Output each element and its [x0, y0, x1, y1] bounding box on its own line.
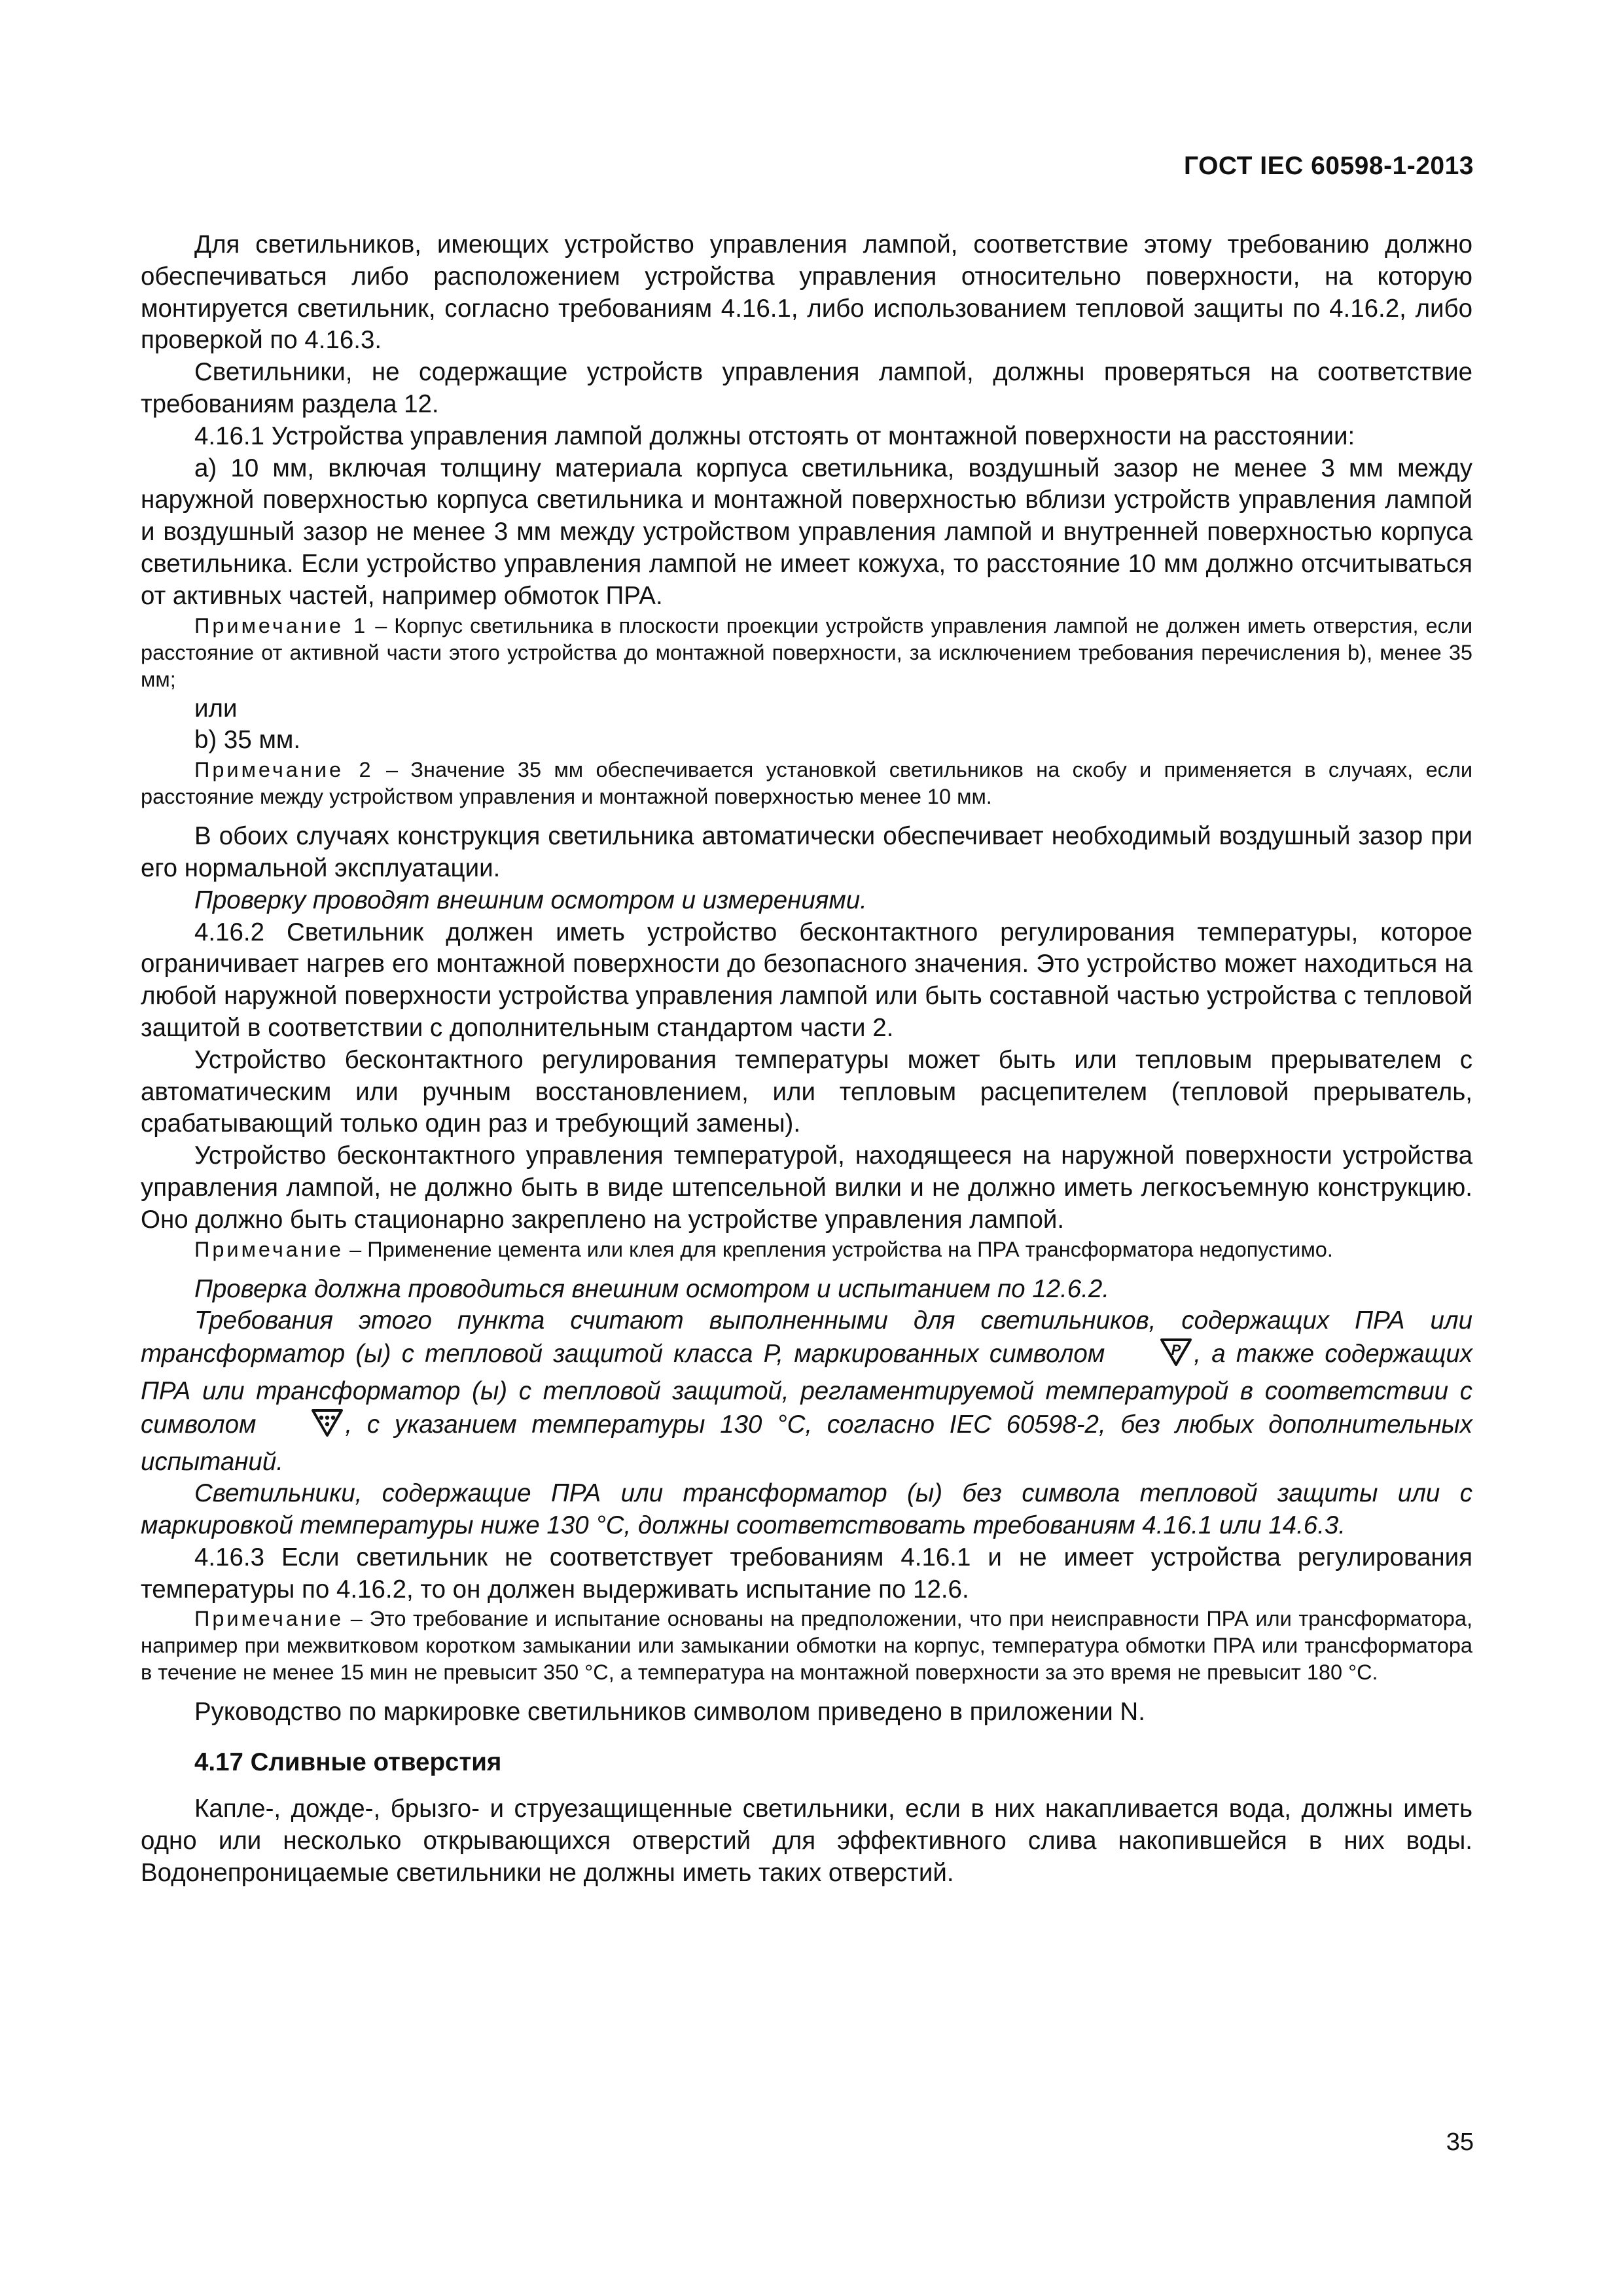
note-3	[141, 1236, 1472, 1263]
paragraph-both-cases: В обоих случаях конструкция светильника автоматически обеспечивает необходимый воздушный зазор при его нормальной эксплуатации.	[141, 822, 1472, 882]
clause-4-16-1: 4.16.1 Устройства управления лампой должны отстоять от монтажной поверхности на расстоянии:	[194, 422, 1355, 450]
section-title-4-17: 4.17 Сливные отверстия	[194, 1748, 502, 1777]
page-number: 35	[1446, 2128, 1474, 2156]
paragraph-thermal-cutout: Устройство бесконтактного регулирования температуры может быть или тепловым прерывателем с автоматическим или ручным восстановлением, или тепловым расцепителем (тепловой прерыватель, срабатывающий только один раз и требующий замены).	[141, 1045, 1472, 1138]
paragraph-drain-holes: Капле-, дожде-, брызго- и струезащищенные светильники, если в них накапливается вода, должны иметь одно или несколько открывающихся отверстий для эффективного слива накопившейся в них воды. Водонепроницаемые светильники не должны иметь таких отверстий.	[141, 1795, 1472, 1887]
symbols-text-2: , а также содержащих ПРА или трансформатор (ы) с тепловой защитой, регламентируемой температурой в соответствии с символом	[141, 1340, 1472, 1439]
note-1-label: Примечание 1	[194, 613, 368, 637]
item-b: b) 35 мм.	[194, 726, 301, 755]
temperature-declared-icon	[257, 1408, 344, 1446]
note-4	[141, 1605, 1472, 1686]
paragraph-fixed-mounting: Устройство бесконтактного управления температурой, находящееся на наружной поверхности устройства управления лампой, не должно быть в виде штепсельной вилки и не должно иметь легкосъемную конструкцию. Оно должно быть стационарно закреплено на устройстве управления лампой.	[141, 1141, 1472, 1234]
note-1-text: – Корпус светильника в плоскости проекции устройств управления лампой не должен иметь отверстия, если расстояние от активной части этого устройства до монтажной поверхности, за исключением требования перечисления b), менее 35 мм;	[141, 613, 1473, 691]
symbols-text-3: , с указанием температуры 130 °С, согласно IEC 60598-2, без любых дополнительных испытаний.	[141, 1410, 1472, 1476]
clause-4-16-2: 4.16.2 Светильник должен иметь устройство бесконтактного регулирования температуры, которое ограничивает нагрев его монтажной поверхности до безопасного значения. Это устройство может находиться на любой наружной поверхности устройства управления лампой или быть составной частью устройства с тепловой защитой в соответствии с дополнительным стандартом части 2.	[141, 918, 1472, 1042]
paragraph-intro: Для светильников, имеющих устройство управления лампой, соответствие этому требованию должно обеспечиваться либо расположением устройства управления относительно поверхности, на которую монтируется светильник, согласно требованиям 4.16.1, либо использованием тепловой защиты по 4.16.2, либо проверкой по 4.16.3.	[141, 230, 1472, 355]
item-a: a) 10 мм, включая толщину материала корпуса светильника, воздушный зазор не менее 3 мм между наружной поверхностью корпуса светильника и монтажной поверхностью вблизи устройств управления лампой и воздушный зазор не менее 3 мм между устройством управления лампой и внутренней поверхностью корпуса светильника. Если устройство управления лампой не имеет кожуха, то расстояние 10 мм должно отсчитываться от активных частей, например обмоток ПРА.	[141, 454, 1472, 610]
note-1	[141, 613, 1472, 693]
verification-2: Проверка должна проводиться внешним осмотром и испытанием по 12.6.2.	[194, 1274, 1110, 1303]
document-code-header: ГОСТ IEC 60598-1-2013	[1183, 152, 1474, 180]
symbols-text-1: Требования этого пункта считают выполненными для светильников, содержащих ПРА или трансформатор (ы) с тепловой защитой класса Р, маркированных символом	[141, 1306, 1472, 1369]
note-3-text: – Применение цемента или клея для крепления устройства на ПРА трансформатора недопустимо.	[344, 1237, 1333, 1261]
note-4-text: – Это требование и испытание основаны на предположении, что при неисправности ПРА или трансформатора, например при межвитковом коротком замыкании или замыкании обмотки на корпус, температура обмотки ПРА или трансформатора в течение не менее 15 мин не превысит 350 °С, а температура на монтажной поверхности за это время не превысит 180 °С.	[141, 1607, 1472, 1685]
clause-4-16-3: 4.16.3 Если светильник не соответствует требованиям 4.16.1 и не имеет устройства регулирования температуры по 4.16.2, то он должен выдерживать испытание по 12.6.	[141, 1543, 1472, 1604]
note-3-label: Примечание	[194, 1237, 344, 1261]
note-2-text: – Значение 35 мм обеспечивается установкой светильников на скобу и применяется в случаях, если расстояние между устройством управления и монтажной поверхностью менее 10 мм.	[141, 758, 1473, 809]
note-4-label: Примечание	[194, 1607, 344, 1631]
note-2	[141, 757, 1472, 810]
paragraph-marking-guide: Руководство по маркировке светильников символом приведено в приложении N.	[194, 1698, 1145, 1727]
paragraph-without-symbol: Светильники, содержащие ПРА или трансформатор (ы) без символа тепловой защиты или с маркировкой температуры ниже 130 °С, должны соответствовать требованиям 4.16.1 или 14.6.3.	[141, 1479, 1472, 1540]
verification-1: Проверку проводят внешним осмотром и измерениями.	[194, 886, 867, 914]
thermal-protection-p-icon	[1106, 1337, 1192, 1376]
or-word: или	[194, 694, 238, 723]
paragraph-symbols	[141, 1305, 1472, 1478]
document-body	[141, 229, 1472, 1889]
thermal-protection-p-letter: P	[1171, 1342, 1181, 1359]
paragraph-no-control-gear: Светильники, не содержащие устройств управления лампой, должны проверяться на соответствие требованиям раздела 12.	[141, 358, 1472, 418]
note-2-label: Примечание 2	[194, 758, 374, 782]
